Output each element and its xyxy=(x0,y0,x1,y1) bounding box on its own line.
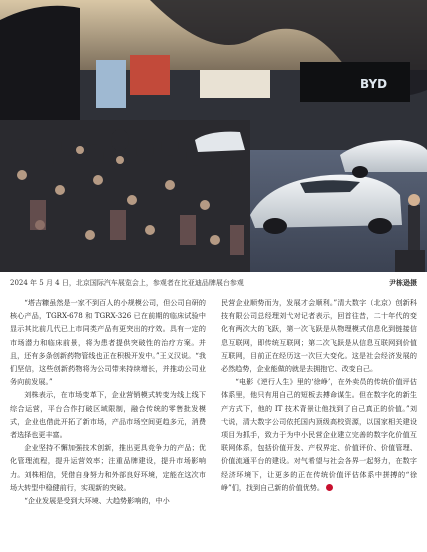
article-paragraph: “电影《逆行人生》里的‘徐峥’，在外卖员的传统价值评估体系里，他只有用自己的短板去搏命谋生。但在数字化的新生产方式下，他的 IT 技术背景让他找到了自己真正的价值。”刘弋说，清大数字公司依托国内顶级高校资源，以国家相关建设项目为抓手，致力于为中小民营企业建立完善的数字化价值互联网体系，包括价值开发、产权界定、价值评价、价值管理、价值流通平台的建设。对气希望与社会各界一起努力，在数字经济环境下，让更多的正在传统价值评估体系中拼搏的“徐峥”们，找到自己新的价值优势。 ● xyxy=(221,377,417,492)
left-column xyxy=(10,296,206,546)
byd-logo: BYD xyxy=(360,77,388,91)
expo-photo xyxy=(0,0,427,272)
article-paragraph: “塔吉糠虽然是一家不到百人的小规模公司，但公司自研的核心产品，TGRX-678 和 TGRX-326 已在前期的临床试验中显示其比前几代已上市同类产品有更突出的疗效。具有一定的市场潜力和临床前景，将为患者提供突破性的治疗方案。并且，还有多条创新药物管线也正在积极开发中。”王义汉说。“我们坚信，这些创新药物将为公司带来持续增长，并推动公司业务向前发展。” xyxy=(10,298,206,387)
article-body xyxy=(10,296,417,546)
end-of-article-icon: ● xyxy=(326,484,333,491)
right-column xyxy=(221,296,417,546)
article-paragraph: 刘株表示，在市场变革下，企业营销模式转变为线上线下综合运营，平台合作打破区域限制，融合传统的零售批发模式，企业也借此开拓了新市场，产品市场空间更趋多元，消费者选择也更丰富。 xyxy=(10,390,206,440)
article-paragraph: “企业发展是受到大环境、大趋势影响的，中小 xyxy=(24,496,170,506)
article-paragraph: 企业坚持不懈加强技术创新，推出更具竞争力的产品；优化管理流程，提升运营效率；注重品牌建设，提升市场影响力。刘株相信，凭借自身努力和外部良好环境，定能在这次市场大转型中稳健前行，实现新的突破。 xyxy=(10,443,206,492)
article-paragraph: 民营企业顺势而为，发展才会顺利。”清大数字（北京）创新科技有限公司总经理刘弋对记者表示，回首往昔，二十年代的变化有两次大的飞跃，第一次飞跃是从物理模式信息化到链接信息互联网，即传统互联网；第二次飞跃是从信息互联网到价值互联网，目前正在经历这一次巨大变化。这是社会经济发展的必然趋势，企业能做的就是去拥抱它、改变自己。 xyxy=(221,298,417,374)
caption-text: 2024 年 5 月 4 日，北京国际汽车展览会上，参观者在比亚迪品牌展台参观 xyxy=(10,279,244,287)
photo-credit: 尹栋逊摄 xyxy=(389,278,417,287)
photo-caption xyxy=(10,277,417,289)
byd-booth-photo xyxy=(0,0,427,272)
